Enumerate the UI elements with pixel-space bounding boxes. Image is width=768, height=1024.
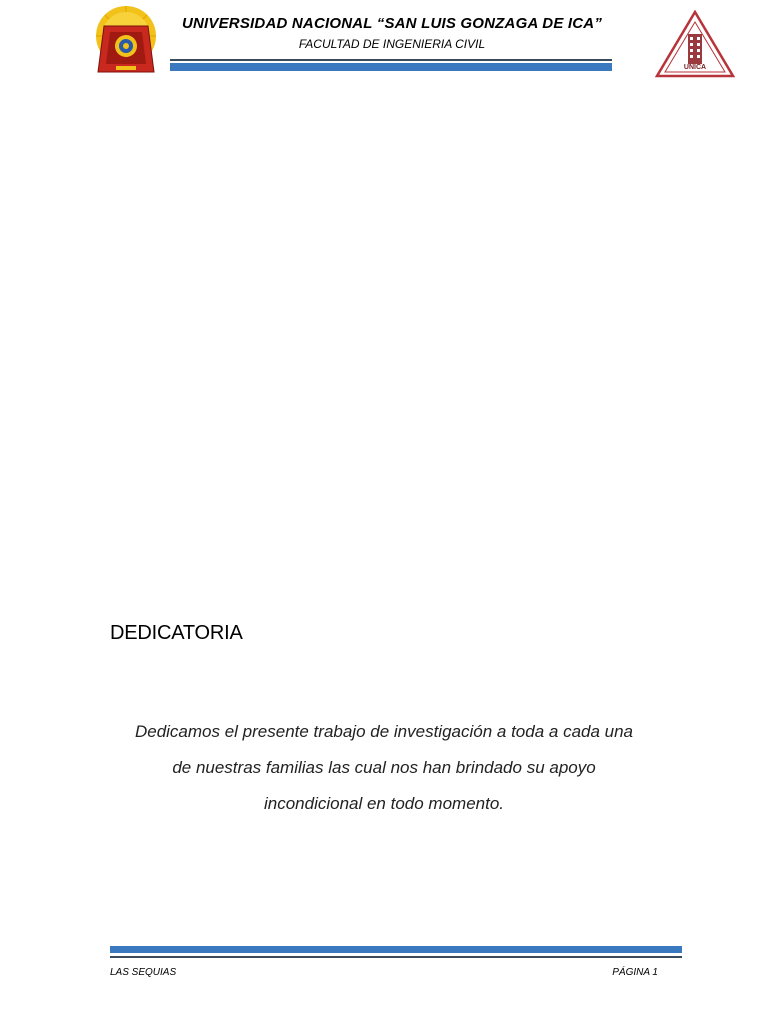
footer-document-title: LAS SEQUIAS	[110, 967, 177, 978]
faculty-triangle-logo	[655, 10, 735, 78]
dedication-line: de nuestras familias las cual nos han brindado su apoyo	[172, 758, 596, 777]
header-divider-thin	[170, 59, 612, 61]
footer-divider-thick	[110, 946, 682, 953]
university-seal-icon	[94, 6, 158, 78]
dedication-line: incondicional en todo momento.	[263, 794, 505, 813]
page-heading: DEDICATORIA	[110, 622, 243, 644]
dedication-paragraph	[100, 714, 668, 822]
university-title: UNIVERSIDAD NACIONAL “SAN LUIS GONZAGA DE ICA”	[181, 15, 603, 32]
faculty-logo-label: UNICA	[683, 64, 707, 71]
university-seal-logo	[94, 6, 158, 78]
dedication-line: Dedicamos el presente trabajo de investigación a toda a cada una	[134, 722, 634, 741]
footer-divider-thin	[110, 956, 682, 958]
header-divider-thick	[170, 63, 612, 71]
footer-page-number: PÁGINA 1	[612, 967, 658, 978]
faculty-subtitle: FACULTAD DE INGENIERIA CIVIL	[298, 37, 486, 51]
